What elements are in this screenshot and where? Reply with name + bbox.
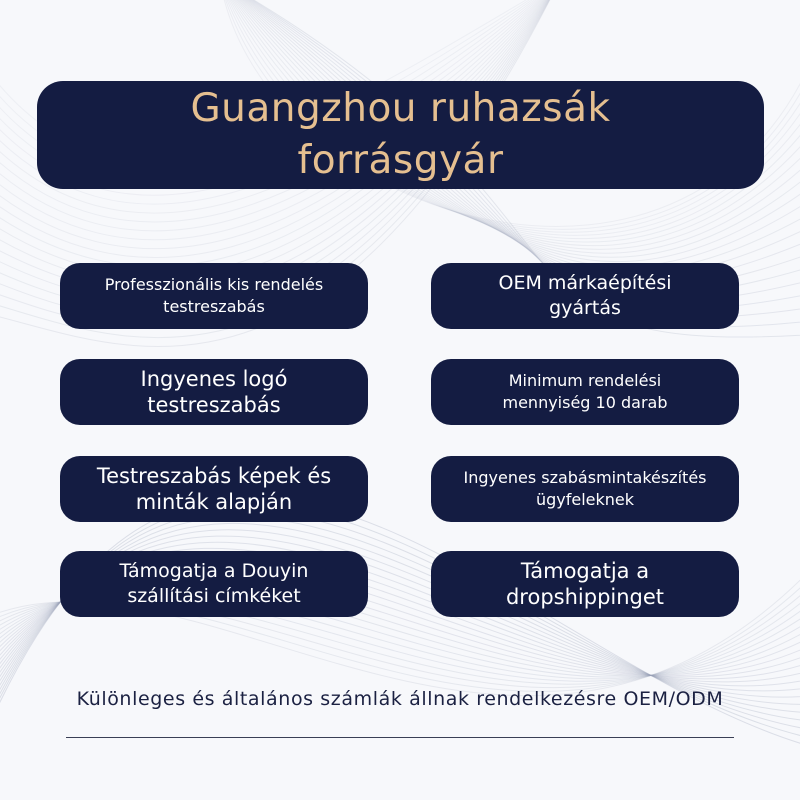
- page-title: [190, 83, 610, 187]
- footer-invoice-note: Különleges és általános számlák állnak rendelkezésre OEM/ODM: [76, 688, 724, 710]
- feature-card-minimum-order: [431, 359, 739, 425]
- title-line-1: Guangzhou ruhazsák: [190, 86, 611, 131]
- feature-label-line-2: szállítási címkéket: [127, 585, 301, 607]
- title-line-2: forrásgyár: [297, 138, 504, 183]
- feature-label-line-1: Testreszabás képek és: [96, 464, 332, 488]
- feature-label-line-1: Támogatja a Douyin: [119, 560, 309, 582]
- feature-label-line-2: dropshippinget: [505, 585, 665, 609]
- title-banner: [37, 81, 764, 189]
- feature-card-douyin-labels: [60, 551, 368, 617]
- feature-label-line-2: minták alapján: [135, 490, 293, 514]
- feature-label-line-2: testreszabás: [163, 297, 265, 316]
- feature-card-oem-branding: [431, 263, 739, 329]
- feature-card-custom-from-images: [60, 456, 368, 522]
- feature-label-line-1: Ingyenes logó: [140, 367, 288, 391]
- feature-card-small-order-customization: [60, 263, 368, 329]
- feature-label-line-1: Professzionális kis rendelés: [104, 275, 324, 294]
- feature-label-line-1: Ingyenes szabásmintakészítés: [463, 468, 707, 487]
- wave-line: [0, 497, 800, 749]
- feature-label-line-1: Támogatja a: [520, 559, 650, 583]
- feature-label-line-2: ügyfeleknek: [535, 490, 635, 509]
- feature-label-line-1: Minimum rendelési: [508, 371, 662, 390]
- feature-card-free-logo: [60, 359, 368, 425]
- feature-label-line-1: OEM márkaépítési: [498, 272, 672, 294]
- feature-label-line-2: gyártás: [549, 297, 621, 319]
- footer-divider: [66, 737, 734, 738]
- feature-label-line-2: mennyiség 10 darab: [502, 393, 668, 412]
- feature-card-free-pattern-making: [431, 456, 739, 522]
- feature-label-line-2: testreszabás: [147, 393, 281, 417]
- feature-card-dropshipping: [431, 551, 739, 617]
